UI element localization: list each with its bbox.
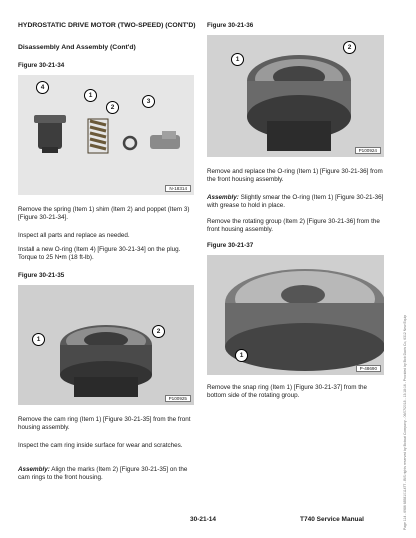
callout-2: 2 <box>343 41 356 54</box>
assembly-text: Align the marks (Item 2) [Figure 30-21-35] on the cam rings to the front housing. <box>18 466 188 482</box>
license-sidebar <box>400 240 408 530</box>
assembly-label: Assembly: <box>18 466 50 473</box>
paragraph: Inspect the cam ring inside surface for wear and scratches. <box>18 442 183 449</box>
paragraph: Inspect all parts and replace as needed. <box>18 232 130 239</box>
figure-image-34 <box>18 75 194 195</box>
figure-title-35: Figure 30-21-35 <box>18 272 65 279</box>
paragraph: Remove and replace the O-ring (Item 1) [Figure 30-21-36] from the front housing assembly. <box>207 168 383 184</box>
callout-1: 1 <box>32 333 45 346</box>
paragraph: Remove the cam ring (Item 1) [Figure 30-21-35] from the front housing assembly. <box>18 416 191 432</box>
assembly-label: Assembly: <box>207 194 239 201</box>
figure-image-36 <box>207 35 384 157</box>
paragraph: Install a new O-ring (Item 4) [Figure 30-21-34] on the plug. Torque to 25 N•m (18 ft-lb). <box>18 246 181 262</box>
license-text: Page 114 - 6986 68581011477 - BIS rights reserved by Bobcat Company - 06/07/2018 - 13:18:16 - Provided by Bob Davis Co, 6312 New Equip <box>403 314 407 530</box>
section-subheading: Disassembly And Assembly (Cont'd) <box>18 44 136 51</box>
callout-4: 4 <box>36 81 49 94</box>
callout-2: 2 <box>106 101 119 114</box>
rotating-group-photo <box>207 255 384 375</box>
callout-2: 2 <box>152 325 165 338</box>
figure-id: P-48690 <box>356 365 381 372</box>
figure-title-34: Figure 30-21-34 <box>18 62 65 69</box>
figure-title-36: Figure 30-21-36 <box>207 22 254 29</box>
figure-image-37 <box>207 255 384 375</box>
figure-title-37: Figure 30-21-37 <box>207 242 254 249</box>
callout-1: 1 <box>84 89 97 102</box>
paragraph: Remove the rotating group (Item 2) [Figure 30-21-36] from the front housing assembly. <box>207 218 380 234</box>
cam-ring-photo <box>18 285 194 405</box>
assembly-paragraph <box>207 194 384 210</box>
paragraph: Remove the spring (Item 1) shim (Item 2) and poppet (Item 3) [Figure 30-21-34]. <box>18 206 190 222</box>
section-heading: HYDROSTATIC DRIVE MOTOR (TWO-SPEED) (CONT'D) <box>18 22 196 29</box>
figure-id: P100925 <box>165 395 191 402</box>
figure-id: N-18314 <box>165 185 191 192</box>
callout-1: 1 <box>235 349 248 362</box>
page-number: 30-21-14 <box>190 516 217 523</box>
figure-image-35 <box>18 285 194 405</box>
paragraph: Remove the snap ring (Item 1) [Figure 30-21-37] from the bottom side of the rotating group. <box>207 384 367 400</box>
figure-id: P100924 <box>355 147 381 154</box>
callout-1: 1 <box>231 53 244 66</box>
manual-title: T740 Service Manual <box>300 516 364 523</box>
assembly-paragraph <box>18 466 194 482</box>
assembly-text: Slightly smear the O-ring (Item 1) [Figure 30-21-36] with grease to hold in place. <box>207 194 384 210</box>
callout-3: 3 <box>142 95 155 108</box>
